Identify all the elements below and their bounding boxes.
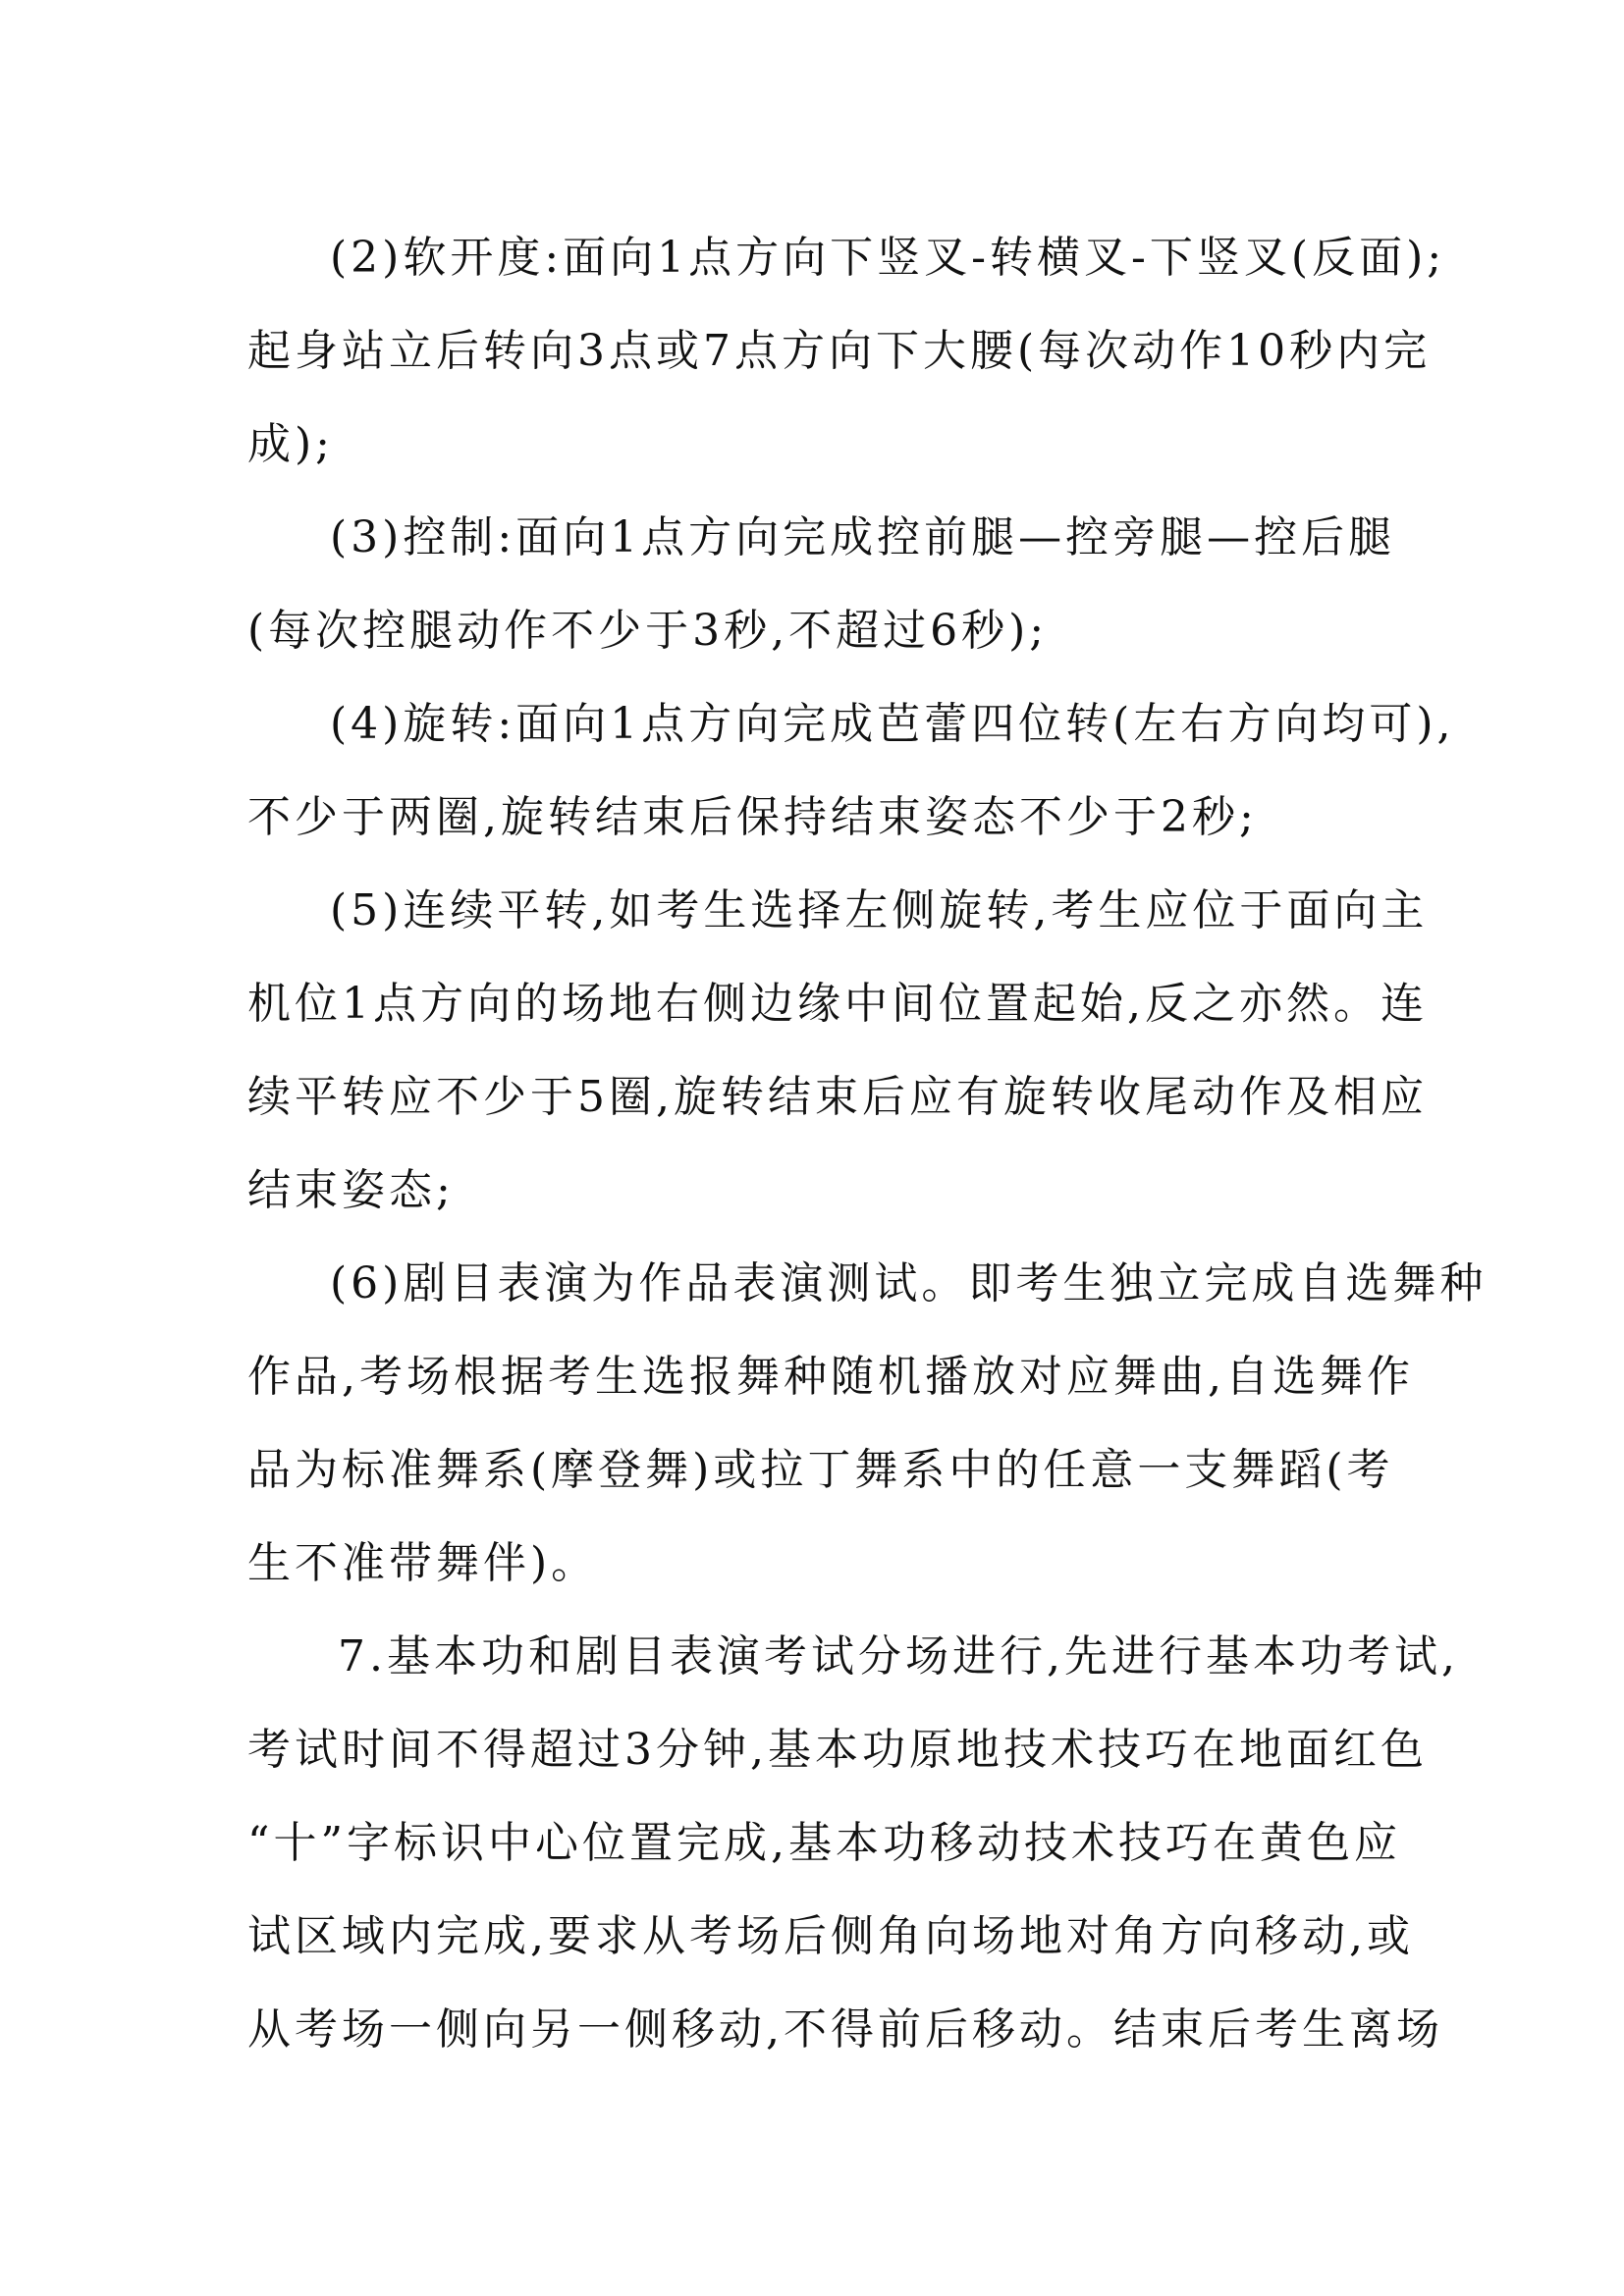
text-line: 从 考 场 一 侧 向 另 一 侧 移 动 , 不 得 前 后 移 动 。 结 束 后 考 生 离 场 xyxy=(247,2004,1443,2055)
text-line: 机 位 1 点 方 向 的 场 地 右 侧 边 缘 中 间 位 置 起 始 , 反 之 亦 然 。 连 xyxy=(247,979,1428,1029)
text-line: ( 4 ) 旋 转 : 面 向 1 点 方 向 完 成 芭 蕾 四 位 转 ( 左 右 方 向 均 可 ) , xyxy=(330,699,1455,749)
text-line: ( 3 ) 控 制 : 面 向 1 点 方 向 完 成 控 前 腿 — 控 旁 腿 — 控 后 腿 xyxy=(330,512,1396,562)
text-line: ( 2 ) 软 开 度 : 面 向 1 点 方 向 下 竖 叉 - 转 横 叉 - 下 竖 叉 ( 反 面 ) ; xyxy=(330,233,1446,283)
text-line: ( 5 ) 连 续 平 转 , 如 考 生 选 择 左 侧 旋 转 , 考 生 应 位 于 面 向 主 xyxy=(330,885,1429,935)
text-line: “ 十 ” 字 标 识 中 心 位 置 完 成 , 基 本 功 移 动 技 术 技 巧 在 黄 色 应 xyxy=(247,1818,1401,1868)
text-line: (每次控腿动作不少于3秒,不超过6秒); xyxy=(247,606,1049,656)
text-line: 续 平 转 应 不 少 于 5 圈 , 旋 转 结 束 后 应 有 旋 转 收 尾 动 作 及 相 应 xyxy=(247,1072,1428,1122)
text-line: 作 品 , 考 场 根 据 考 生 选 报 舞 种 随 机 播 放 对 应 舞 曲 , 自 选 舞 作 xyxy=(247,1352,1414,1402)
text-line: 不少于两圈,旋转结束后保持结束姿态不少于2秒; xyxy=(247,792,1258,842)
text-line: ( 6 ) 剧 目 表 演 为 作 品 表 演 测 试 。 即 考 生 独 立 完 成 自 选 舞 种 xyxy=(330,1258,1488,1308)
document-body xyxy=(247,211,1488,2076)
text-line: 7 . 基 本 功 和 剧 目 表 演 考 试 分 场 进 行 , 先 进 行 基 本 功 考 试 , xyxy=(338,1631,1459,1682)
text-line: 生不准带舞伴)。 xyxy=(247,1538,599,1588)
text-line: 试 区 域 内 完 成 , 要 求 从 考 场 后 侧 角 向 场 地 对 角 方 向 移 动 , 或 xyxy=(247,1911,1414,1961)
text-line: 品 为 标 准 舞 系 ( 摩 登 舞 ) 或 拉 丁 舞 系 中 的 任 意 一 支 舞 蹈 ( 考 xyxy=(247,1445,1394,1495)
text-line: 考 试 时 间 不 得 超 过 3 分 钟 , 基 本 功 原 地 技 术 技 巧 在 地 面 红 色 xyxy=(247,1725,1428,1775)
text-line: 结束姿态; xyxy=(247,1165,455,1215)
text-line: 成); xyxy=(247,419,334,469)
text-line: 起 身 站 立 后 转 向 3 点 或 7 点 方 向 下 大 腰 ( 每 次 动 作 1 0 秒 内 完 xyxy=(247,326,1432,376)
